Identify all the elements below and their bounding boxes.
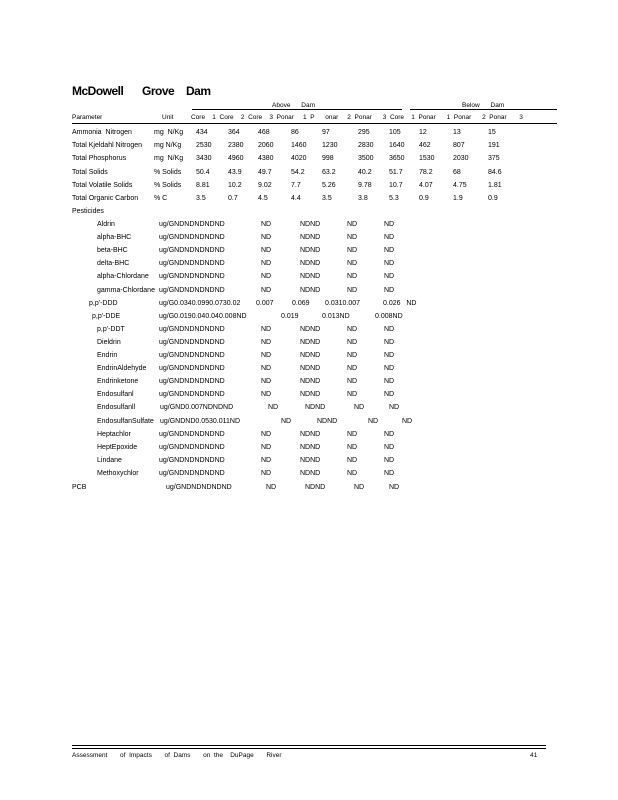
pesticide-value: NDND [300, 365, 321, 373]
parameter-value: 7.7 [291, 181, 301, 189]
pesticide-name: Aldrin [97, 221, 115, 228]
footer-title: Assessment of Impacts of Dams on the DuPage River [72, 752, 282, 759]
pcb-c2: NDND [305, 484, 326, 491]
title-location: McDowell [72, 84, 124, 98]
pesticide-values: ug/GNDNDNDNDND [159, 378, 225, 386]
parameter-value: 10.7 [389, 181, 403, 189]
pesticide-name: EndosulfanSulfate [97, 417, 154, 425]
pcb-c3: ND [354, 484, 365, 491]
parameter-value: 2530 [196, 142, 212, 150]
pesticide-value: ND [384, 352, 395, 359]
pesticide-value: ND [347, 273, 358, 281]
pesticide-value: ND [261, 325, 272, 333]
parameter-value: 2830 [358, 142, 374, 150]
pesticide-value: NDND [300, 221, 321, 228]
pesticide-values: ug/GNDNDNDNDND [159, 430, 225, 438]
parameter-value: 3.8 [358, 195, 368, 202]
pesticide-name: delta-BHC [97, 260, 130, 268]
parameter-value: 43.9 [228, 168, 242, 176]
group-header-above-dam: Above Dam [272, 102, 315, 109]
parameter-unit: % C [154, 195, 168, 202]
pesticide-value: ND [347, 430, 358, 438]
pesticide-value: ND [261, 469, 272, 477]
parameter-value: 0.7 [228, 195, 238, 202]
pesticide-values: ug/G0.0190.040.040.008ND [159, 312, 247, 320]
title-grove: Grove [142, 84, 175, 98]
parameter-name: Total Organic Carbon [72, 195, 139, 202]
pesticide-values: ug/GNDNDNDNDND [159, 221, 225, 228]
pesticide-values: ug/GNDNDNDNDND [159, 247, 225, 255]
parameter-value: 4380 [258, 155, 274, 163]
parameter-value: 63.2 [322, 168, 336, 176]
parameter-unit: mg N/Kg [154, 155, 184, 163]
pesticide-value: NDND [317, 417, 338, 425]
pesticide-value: ND [384, 260, 395, 268]
parameter-value: 54.2 [291, 168, 305, 176]
parameter-value: 3500 [358, 155, 374, 163]
pesticide-value: ND [261, 234, 272, 242]
pesticide-name: Endrinketone [97, 378, 139, 386]
pesticide-value: 0.013ND [322, 312, 350, 320]
pesticide-name: Endosulfanll [97, 404, 136, 412]
parameter-value: 15 [488, 129, 496, 136]
pesticide-values: ug/GNDNDNDNDND [159, 391, 225, 399]
pesticide-name: alpha-BHC [97, 234, 132, 242]
pesticide-value: NDND [300, 456, 321, 464]
pesticide-name: gamma-Chlordane [97, 286, 155, 294]
parameter-value: 0.9 [488, 195, 498, 202]
parameter-value: 9.02 [258, 181, 272, 189]
pesticide-value: ND [347, 352, 358, 359]
pesticide-values: ug/GNDNDNDNDND [159, 365, 225, 373]
parameter-value: 9.78 [358, 181, 372, 189]
below-dam-rule [410, 109, 557, 110]
pesticide-value: ND [281, 417, 292, 425]
pesticide-value: ND [261, 391, 272, 399]
pesticide-value: ND [261, 443, 272, 451]
parameter-value: 4.75 [453, 181, 467, 189]
parameter-value: 3430 [196, 155, 212, 163]
pesticide-value: ND [347, 286, 358, 294]
pesticide-value: ND [261, 260, 272, 268]
pesticide-value: ND [384, 365, 395, 373]
parameter-value: 49.7 [258, 168, 272, 176]
pesticide-values: ug/GNDNDNDNDND [159, 469, 225, 477]
parameter-value: 4.07 [419, 181, 433, 189]
pesticide-value: ND [347, 443, 358, 451]
pesticide-name: HeptEpoxide [97, 443, 138, 451]
pesticide-value: ND [261, 286, 272, 294]
parameter-name: Total Phosphorus [72, 155, 127, 163]
parameter-value: 40.2 [358, 168, 372, 176]
parameter-value: 84.6 [488, 168, 502, 176]
pesticide-value: NDND [300, 430, 321, 438]
pesticide-values: ug/GND0.007NDNDND [160, 404, 234, 412]
pesticide-value: ND [368, 417, 379, 425]
pesticide-value: ND [261, 378, 272, 386]
pesticide-value: ND [347, 338, 358, 346]
pesticide-value: ND [384, 378, 395, 386]
parameter-name: Ammonia Nitrogen [72, 129, 132, 136]
pesticide-value: NDND [300, 352, 321, 359]
pesticide-values: ug/G0.0340.0990.0730.02 [159, 299, 241, 307]
pesticides-heading: Pesticides [72, 208, 104, 215]
pesticide-value: NDND [305, 404, 326, 412]
parameter-value: 434 [196, 129, 208, 136]
pesticide-value: NDND [300, 234, 321, 242]
pesticide-name: beta-BHC [97, 247, 128, 255]
parameter-value: 4.5 [258, 195, 268, 202]
pesticide-value: ND [384, 325, 395, 333]
pesticide-value: NDND [300, 273, 321, 281]
column-header-unit: Unit [162, 114, 174, 121]
pesticide-value: NDND [300, 338, 321, 346]
pesticide-value: ND [389, 404, 400, 412]
pesticide-value: ND [268, 404, 279, 412]
pesticide-name: Lindane [97, 456, 122, 464]
parameter-value: 10.2 [228, 181, 242, 189]
pesticide-value: ND [347, 260, 358, 268]
pesticide-value: ND [384, 430, 395, 438]
parameter-value: 295 [358, 129, 370, 136]
pesticide-value: ND [347, 469, 358, 477]
parameter-value: 1640 [389, 142, 405, 150]
parameter-value: 2030 [453, 155, 469, 163]
parameter-value: 462 [419, 142, 431, 150]
pesticide-value: ND [347, 456, 358, 464]
pesticide-value: 0.0310.007 [325, 299, 361, 307]
pesticide-value: ND [261, 430, 272, 438]
pesticide-values: ug/GNDNDNDNDND [159, 325, 225, 333]
parameter-value: 12 [419, 129, 427, 136]
pesticide-value: ND [261, 221, 272, 228]
parameter-value: 2060 [258, 142, 274, 150]
pesticide-name: Endrin [97, 352, 118, 359]
pesticide-value: 0.007 [256, 299, 274, 307]
parameter-value: 3.5 [196, 195, 206, 202]
parameter-value: 13 [453, 129, 461, 136]
pesticide-value: ND [261, 338, 272, 346]
pesticide-value: NDND [300, 469, 321, 477]
column-header-samples: Core 1 Core 2 Core 3 Ponar 1 P onar 2 Ponar 3 Core 1 Ponar 1 Ponar 2 Ponar 3 [191, 114, 523, 121]
parameter-value: 86 [291, 129, 299, 136]
parameter-value: 8.81 [196, 181, 210, 189]
pesticide-value: ND [384, 469, 395, 477]
pesticide-value: NDND [300, 443, 321, 451]
pcb-run: ug/GNDNDNDNDND [166, 484, 232, 491]
parameter-value: 51.7 [389, 168, 403, 176]
parameter-value: 5.3 [389, 195, 399, 202]
pesticide-name: Heptachlor [97, 430, 131, 438]
parameter-value: 97 [322, 129, 330, 136]
pesticide-value: ND [347, 378, 358, 386]
above-dam-rule [192, 109, 402, 110]
pcb-c1: ND [266, 484, 277, 491]
pcb-c4: ND [389, 484, 400, 491]
pesticide-values: ug/GNDND0.0530.011ND [160, 417, 241, 425]
parameter-value: 2380 [228, 142, 244, 150]
pesticide-value: ND [261, 365, 272, 373]
parameter-value: 78.2 [419, 168, 433, 176]
parameter-value: 1460 [291, 142, 307, 150]
pesticide-value: NDND [300, 247, 321, 255]
pesticide-value: ND [384, 338, 395, 346]
pesticide-value: NDND [300, 260, 321, 268]
pesticide-value: ND [347, 221, 358, 228]
parameter-value: 191 [488, 142, 500, 150]
pesticide-name: p,p'-DDT [97, 325, 125, 333]
pesticide-name: Methoxychlor [97, 469, 139, 477]
pesticide-value: NDND [300, 378, 321, 386]
pesticide-value: ND [354, 404, 365, 412]
pesticide-name: alpha-Chlordane [97, 273, 149, 281]
pesticide-value: ND [384, 273, 395, 281]
pesticide-value: ND [384, 221, 395, 228]
pesticide-value: ND [384, 234, 395, 242]
parameter-value: 5.26 [322, 181, 336, 189]
footer-page-number: 41 [530, 752, 538, 759]
title-dam: Dam [186, 84, 211, 98]
pesticide-value: 0.069 [292, 299, 310, 307]
pesticide-value: NDND [300, 286, 321, 294]
pesticide-values: ug/GNDNDNDNDND [159, 443, 225, 451]
parameter-value: 1.9 [453, 195, 463, 202]
parameter-value: 468 [258, 129, 270, 136]
pesticide-value: ND [347, 247, 358, 255]
parameter-value: 0.9 [419, 195, 429, 202]
parameter-value: 4.4 [291, 195, 301, 202]
parameter-value: 807 [453, 142, 465, 150]
pesticide-name: p,p'-DDD [89, 299, 118, 307]
pesticide-value: ND [384, 443, 395, 451]
parameter-unit: mg N/Kg [154, 142, 182, 150]
pesticide-value: ND [384, 456, 395, 464]
parameter-value: 364 [228, 129, 240, 136]
footer-rule-top [72, 745, 546, 746]
parameter-unit: mg N/Kg [154, 129, 184, 136]
pesticide-value: ND [347, 234, 358, 242]
footer-rule-bottom [72, 748, 546, 749]
parameter-value: 1530 [419, 155, 435, 163]
parameter-value: 998 [322, 155, 334, 163]
pesticide-values: ug/GNDNDNDNDND [159, 286, 225, 294]
parameter-value: 1.81 [488, 181, 502, 189]
pesticide-value: ND [347, 391, 358, 399]
parameter-value: 1230 [322, 142, 338, 150]
pesticide-value: ND [384, 286, 395, 294]
parameter-value: 50.4 [196, 168, 210, 176]
parameter-unit: % Solids [154, 181, 182, 189]
pesticide-value: ND [261, 273, 272, 281]
parameter-value: 68 [453, 168, 461, 176]
pesticide-value: ND [402, 417, 413, 425]
pesticide-value: ND [347, 365, 358, 373]
group-header-below-dam: Below Dam [462, 102, 505, 109]
pesticide-values: ug/GNDNDNDNDND [159, 260, 225, 268]
pesticide-value: ND [261, 352, 272, 359]
pesticide-value: 0.019 [281, 312, 299, 320]
pesticide-values: ug/GNDNDNDNDND [159, 338, 225, 346]
parameter-value: 3.5 [322, 195, 332, 202]
pesticide-value: ND [384, 247, 395, 255]
parameter-unit: % Solids [154, 168, 182, 176]
pesticide-value: ND [384, 391, 395, 399]
pesticide-values: ug/GNDNDNDNDND [159, 352, 225, 359]
pesticide-value: ND [347, 325, 358, 333]
parameter-name: Total Solids [72, 168, 108, 176]
parameter-name: Total Kjeldahl Nitrogen [72, 142, 143, 150]
parameter-value: 375 [488, 155, 500, 163]
pesticide-values: ug/GNDNDNDNDND [159, 456, 225, 464]
pesticide-value: 0.008ND [375, 312, 403, 320]
parameter-name: Total Volatile Solids [72, 181, 133, 189]
pcb-name: PCB [72, 484, 87, 491]
parameter-value: 4960 [228, 155, 244, 163]
pesticide-name: Endosulfanl [97, 391, 134, 399]
pesticide-values: ug/GNDNDNDNDND [159, 234, 225, 242]
parameter-value: 4020 [291, 155, 307, 163]
pesticide-name: Dieldrin [97, 338, 121, 346]
parameter-value: 3650 [389, 155, 405, 163]
pesticide-name: EndrinAldehyde [97, 365, 147, 373]
pesticide-value: NDND [300, 325, 321, 333]
pesticide-value: ND [261, 456, 272, 464]
header-rule [72, 123, 557, 124]
parameter-value: 105 [389, 129, 401, 136]
pesticide-name: p,p'-DDE [92, 312, 121, 320]
pesticide-values: ug/GNDNDNDNDND [159, 273, 225, 281]
column-header-parameter: Parameter [72, 114, 103, 121]
pesticide-value: ND [261, 247, 272, 255]
pesticide-value: 0.026 ND [383, 299, 417, 307]
pesticide-value: NDND [300, 391, 321, 399]
